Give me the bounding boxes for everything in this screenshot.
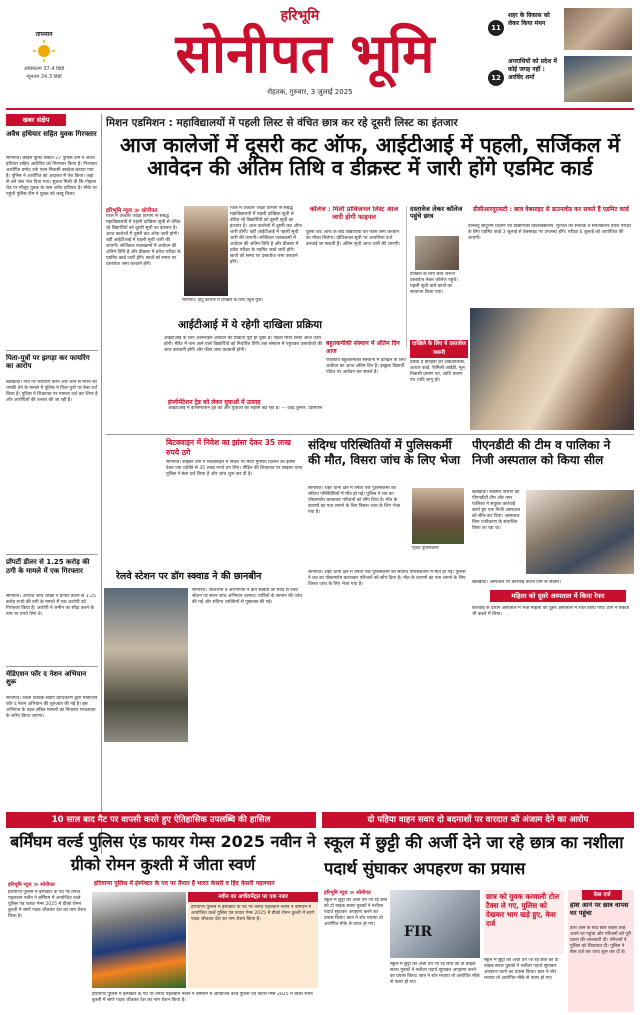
case-box-header: केस दर्ज bbox=[582, 890, 622, 900]
brief-3-body: सोनीपत। अपराध जांच शाखा ने प्रॉपर्टी डीलर से 1.25 करोड़ रुपये की ठगी के मामले में एक आरोपी को गिरफ्तार किया है। आरोपी ने जमीन का सौदा करने के नाम पर रुपये लिए थे। bbox=[6, 594, 96, 617]
iti-subhead: आईटीआई में ये रहेगी दाखिला प्रक्रिया bbox=[178, 319, 322, 331]
police-death-body: सोनीपत। शहर थाना क्षेत्र में तैनात एक पुलिसकर्मी की संदिग्ध परिस्थितियों में मौत हो गई। पुलिस ने शव का पोस्टमार्टम करवाकर परिजनों को सौंप दिया है। मौत के कारणों का पता लगाने के लिए विसरा जांच के लिए भेजा गया है। bbox=[308, 486, 401, 515]
dateline: रोहतक, गुरुवार, 3 जुलाई 2025 bbox=[267, 88, 353, 96]
tips-box[interactable] bbox=[410, 340, 468, 430]
teaser-1-text: शहर के विकास को लेकर किया मंथन bbox=[508, 12, 550, 27]
docs-box-title: दस्तावेज लेकर कॉलेज पहुंचे छात्र bbox=[410, 205, 463, 220]
cyber-body: सोनीपत। साइबर ठगों ने बिटक्वाइन में निवेश पर मोटा मुनाफा दिलाने का झांसा देकर एक व्यक्ति से 35 लाख रुपये ठग लिए। पीड़ित की शिकायत पर साइबर थाना पुलिस ने केस दर्ज किया है और जांच शुरू कर दी है। bbox=[166, 460, 303, 477]
wrestling-body-2: हरियाणा पुलिस में इंस्पेक्टर के पद पर तैनात पहलवान नवीन ने बर्मिंघम में आयोजित वर्ल्ड पुलिस एंड फायर गेम्स 2025 में ग्रीको रोमन कुश्ती में स्वर्ण पदक जीतकर देश का नाम रोशन किया है। bbox=[92, 992, 313, 1003]
railway-body: सोनीपत। जीआरपी व आरपीएफ ने डॉग स्क्वाड की मदद से रेलवे स्टेशन पर सघन जांच अभियान चलाया। यात्रियों के सामान की जांच की गई और संदिग्ध व्यक्तियों से पूछताछ की गई। bbox=[192, 588, 302, 605]
bahu-box-body: राजकीय बहुतकनीकी संस्थानों में दाखिले के लिए आवेदन का आज अंतिम दिन है। इच्छुक विद्यार्थी पोर्टल पर आवेदन कर सकते हैं। bbox=[326, 358, 406, 375]
temp-max: अधिकतम 37.4 डिग्री bbox=[23, 66, 65, 72]
brief-4-body: सोनीपत। जिला विधिक सेवाएं प्राधिकरण द्वारा मेडिएशन फॉर द नेशन अभियान की शुरुआत की गई है। इस अभियान के तहत लंबित मामलों का निपटारा मध्यस्थता के जरिए किया जाएगा। bbox=[6, 696, 98, 719]
police-death-photo-caption: मृतक पुलिसकर्मी bbox=[412, 546, 439, 551]
wrestling-achievements-body: हरियाणा पुलिस में इंस्पेक्टर के पद पर तैनात पहलवान नवीन ने बर्मिंघम में आयोजित वर्ल्ड पुलिस एंड फायर गेम्स 2025 में ग्रीको रोमन कुश्ती में स्वर्ण पदक जीतकर देश का नाम रोशन किया है। bbox=[191, 905, 315, 922]
top-story-headline[interactable]: आज कालेजों में दूसरी कट ऑफ, आईटीआई में पहली, सर्जिकल में आवेदन की अंतिम तिथि व डीक्रस्ट में जारी होंगे एडमिट कार्ड bbox=[119, 134, 621, 180]
brief-divider-2 bbox=[6, 554, 98, 555]
banner-left: 10 साल बाद मैट पर वापसी करते हुए ऐतिहासिक उपलब्धि की हासिल bbox=[6, 812, 316, 828]
police-death-photo bbox=[412, 488, 464, 544]
row2-rule bbox=[106, 434, 634, 435]
case-box-body: होश आने के बाद छात्र किसी तरह अपने घर पहुंचा और परिजनों को पूरी घटना की जानकारी दी। परिजनों ने पुलिस को शिकायत दी। पुलिस ने केस दर्ज कर जांच शुरू कर दी है। bbox=[570, 926, 631, 955]
brief-3-title[interactable]: प्रॉपर्टी डीलर से 1.25 करोड़ की ठगी के मामले में एक गिरफ्तार bbox=[6, 558, 90, 575]
docs-box-photo bbox=[415, 236, 459, 270]
docs-box-body: दाखिले के लिए छात्र जरूरी दस्तावेज लेकर कॉलेज पहुंचे। पहली सूची वाले छात्रों का सत्यापन किया गया। bbox=[410, 272, 458, 295]
brief-divider-3 bbox=[6, 666, 98, 667]
docs-box[interactable] bbox=[406, 206, 464, 348]
brief-header: खबर संक्षेप bbox=[6, 114, 66, 126]
masthead-rule bbox=[6, 108, 634, 110]
brief-divider-1 bbox=[6, 350, 98, 351]
left-column bbox=[6, 114, 98, 862]
kidnap-fir-photo bbox=[390, 890, 480, 958]
teaser-1[interactable] bbox=[488, 8, 634, 52]
wrestling-headline[interactable]: बर्मिंघम वर्ल्ड पुलिस एंड फायर गेम्स 2025 नवीन ने ग्रीको रोमन कुश्ती में जीता स्वर्ण bbox=[10, 832, 316, 874]
wrestling-kicker: हरियाणा पुलिस में इंस्पेक्टर के पद पर तैनात हैं भारत केसरी व हिंद केसरी पहलवान bbox=[94, 880, 275, 887]
railway-headline[interactable]: रेलवे स्टेशन पर डॉग स्क्वाड ने की छानबीन bbox=[116, 571, 262, 582]
wrestling-achievements bbox=[188, 892, 318, 988]
pndt-side-head: महिला को दूसरे अस्पताल में किया रेफर bbox=[490, 590, 626, 602]
weather-label: तापमान bbox=[35, 31, 53, 38]
teaser-1-badge: 11 bbox=[488, 20, 504, 36]
temp-min: न्यूनतम 24.3 डिग्री bbox=[26, 74, 62, 80]
pndt-body: खरखौदा। स्वास्थ्य विभाग की पीएनडीटी टीम और नगर पालिका ने संयुक्त कार्रवाई करते हुए एक निजी अस्पताल को सील कर दिया। अस्पताल बिना पंजीकरण के संचालित किया जा रहा था। bbox=[472, 490, 521, 531]
dcrust-box-body: दीनबंधु छोटूराम विज्ञान एवं प्रौद्योगिकी विश्वविद्यालय, मुरथल की स्नातक व स्नातकोत्तर प्रवेश परीक्षा के लिए एडमिट कार्ड 3 जुलाई से वेबसाइट पर उपलब्ध होंगे। परीक्षा 6 जुलाई को आयोजित की जाएगी। bbox=[468, 224, 631, 241]
teaser-2-badge: 12 bbox=[488, 70, 504, 86]
wrestling-achievements-title: नवीन का अचीवमेंट्स पर एक नजर bbox=[188, 892, 318, 902]
police-death-headline[interactable]: संदिग्ध परिस्थितियों में पुलिसकर्मी की मौत, विसरा जांच के लिए भेजा bbox=[308, 438, 461, 467]
top-story-kicker: मिशन एडमिशन : महाविद्यालयों में पहली लिस्ट से वंचित छात्र कर रहे दूसरी लिस्ट का इंतजार bbox=[106, 117, 458, 129]
bahu-box-title: बहुतकनीकी संस्थान में अंतिम दिन आज bbox=[326, 340, 400, 355]
tips-box-items: दसवीं व बारहवीं की अंकतालिका, आधार कार्ड, फैमिली आईडी, मूल निवासी प्रमाण पत्र, जाति प्रमाण पत्र (यदि लागू हो) bbox=[410, 360, 466, 383]
pndt-photo-caption: खरखौदा। अस्पताल पर कार्रवाई करती टीम के सदस्य। bbox=[472, 580, 561, 585]
brief-2-title[interactable]: पिता-पुत्रों पर झगड़ा कर फायरिंग का आरोप bbox=[6, 354, 90, 370]
tips-box-title: दाखिले के लिए ये दस्तावेज जरूरी bbox=[411, 341, 467, 356]
teaser-1-photo bbox=[564, 8, 632, 50]
college-box-title: कॉलेज : मिली प्रोविजनल लिस्ट आज जारी होगी फाइनल bbox=[309, 206, 399, 221]
fir-label: FIR bbox=[404, 924, 433, 940]
dcrust-box-title: डीसीआरयूएसटी : छात्र वेबसाइट से डाउनलोड कर सकते हैं एडमिट कार्ड bbox=[473, 206, 629, 213]
wrestling-body: हरियाणा पुलिस में इंस्पेक्टर के पद पर तैनात पहलवान नवीन ने बर्मिंघम में आयोजित वर्ल्ड पुलिस एंड फायर गेम्स 2025 में ग्रीको रोमन कुश्ती में स्वर्ण पदक जीतकर देश का नाम रोशन किया है। bbox=[8, 890, 87, 919]
brief-4-title[interactable]: मेडिएशन फॉर द नेशन अभियान शुरू bbox=[6, 670, 87, 686]
brand-small: हरिभूमि bbox=[280, 8, 320, 24]
weather-box bbox=[14, 30, 74, 92]
police-death-body-2: सोनीपत। शहर थाना क्षेत्र में तैनात एक पुलिसकर्मी की संदिग्ध परिस्थितियों में मौत हो गई। पुलिस ने शव का पोस्टमार्टम करवाकर परिजनों को सौंप दिया है। मौत के कारणों का पता लगाने के लिए विसरा जांच के लिए भेजा गया है। bbox=[308, 570, 466, 587]
kidnap-byline: हरिभूमि न्यूज ≫ सोनीपत bbox=[324, 890, 371, 896]
banner-right: दो पहिया वाहन सवार दो बदमाशों पर वारदात को अंजाम देने का आरोप bbox=[322, 812, 634, 828]
railway-photo bbox=[104, 588, 188, 742]
iti-body: आईटीआई के लिए ऑनलाइन आवेदन की प्रक्रिया पूरी हो चुकी है। पहली मेरिट लिस्ट आज जारी होगी। मेरिट में नाम आने वाले विद्यार्थियों को निर्धारित तिथि तक संस्थान में पहुंचकर दस्तावेजों की जांच करवानी होगी और फीस जमा करवानी होगी। bbox=[164, 336, 323, 353]
teaser-2-text: अपराधियों को प्रदेश में कोई जगह नहीं : अरविंद शर्मा bbox=[508, 58, 557, 81]
page-title: सोनीपत भूमि bbox=[175, 21, 435, 85]
top-story-photo-caption: सोनीपत। हिंदू कॉलेज में दाखिले के लिए पहुंचे युवा। bbox=[182, 298, 264, 303]
weather-sun-icon bbox=[33, 40, 55, 62]
brief-2-body: खरखौदा। गांव पर फायरिंग करने और जान से मारने की धमकी देने के मामले में पुलिस ने पिता-पुत्रों पर केस दर्ज किया है। पुलिस ने शिकायत पर मामला दर्ज कर लिया है और आरोपितों की तलाश की जा रही है। bbox=[6, 380, 98, 403]
teaser-2[interactable] bbox=[488, 56, 634, 102]
kidnap-body-2: स्कूल में छुट्टी की अर्जी देने जा रहे छात्र को दो बाइक सवार युवकों ने नशीला पदार्थ सुंघाकर अपहरण करने का प्रयास किया। छात्र ने शोर मचाया तो आरोपित मौके से फरार हो गए। bbox=[390, 962, 480, 985]
kidnap-pull-quote: छात्र को युवक कव्वाली टोल टैक्स ले गए, पुलिस को देखकर भाग खड़े हुए, केस दर्ज bbox=[484, 890, 564, 954]
pndt-photo bbox=[526, 490, 634, 574]
kidnap-body: स्कूल में छुट्टी की अर्जी देने जा रहे छात्र को दो बाइक सवार युवकों ने नशीला पदार्थ सुंघाकर अपहरण करने का प्रयास किया। छात्र ने शोर मचाया तो आरोपित मौके से फरार हो गए। bbox=[324, 898, 388, 927]
brief-1-body: सोनीपत। क्राइम यूनिट सेक्टर-27 पुलिस टीम ने अवैध हथियार सहित आरोपित को गिरफ्तार किया है। गिरफ्तार आरोपित प्रमोद उर्फ पवन निवासी बसदेवा बताया गया है। पुलिस ने आरोपित को अदालत में पेश किया। जहां से उसे जेल भेज दिया गया। सुचना मिली थी कि गोहाना रोड पर मौजूद युवक के पास अवैध हथियार है। मौके पर पहुंची पुलिस टीम ने युवक को काबू किया। bbox=[6, 156, 98, 197]
bahu-box[interactable] bbox=[326, 340, 406, 430]
case-box[interactable] bbox=[568, 890, 634, 1012]
wrestling-photo bbox=[92, 892, 186, 988]
wrestling-byline: हरिभूमि न्यूज ≫ सोनीपत bbox=[8, 882, 55, 888]
admission-photo bbox=[470, 308, 634, 430]
pndt-side-body: कार्रवाई के दौरान अस्पताल में भर्ती महिला को दूसरे अस्पताल में रेफर किया गया। टीम ने रिकॉर्ड भी कब्जे में लिया। bbox=[472, 606, 629, 617]
iti-quote-title: इंप्लीमेंटेशन ट्रेड को लेकर युवाओं में उत्साह bbox=[168, 399, 261, 406]
kidnap-body-3: स्कूल में छुट्टी की अर्जी देने जा रहे छात्र को दो बाइक सवार युवकों ने नशीला पदार्थ सुंघाकर अपहरण करने का प्रयास किया। छात्र ने शोर मचाया तो आरोपित मौके से फरार हो गए। bbox=[484, 958, 559, 981]
top-story-body: जिले में उच्चतर शिक्षा विभाग से संबद्ध महाविद्यालयों में पहली दाखिला सूची से वंचित रहे विद्यार्थियों को दूसरी सूची का इंतजार है। आज कालेजों में दूसरी कट ऑफ जारी होगी। वहीं आईटीआई में पहली सूची जारी की जाएगी। सर्जिकल पाठ्यक्रमों में आवेदन की अंतिम तिथि है और डीक्रस्ट में प्रवेश परीक्षा के एडमिट कार्ड जारी होंगे। छात्रों को समय पर दस्तावेज जमा करवाने होंगे। bbox=[106, 214, 181, 267]
top-story-byline: हरिभूमि न्यूज ≫ सोनीपत bbox=[106, 208, 158, 214]
top-story-photo bbox=[184, 206, 228, 296]
pndt-headline[interactable]: पीएनडीटी की टीम व पालिका ने निजी अस्पताल को किया सील bbox=[472, 438, 611, 467]
teaser-2-photo bbox=[564, 56, 632, 102]
brief-1-title[interactable]: अवैध हथियार सहित युवक गिरफ्तार bbox=[6, 130, 97, 138]
college-box-body: दूसरी कट ऑफ के बाद विद्यार्थियों को फीस जमा करवाने का मौका मिलेगा। प्रोविजनल सूची पर आपत्तियां दर्ज करवाई जा सकती हैं। अंतिम सूची आज जारी की जाएगी। bbox=[306, 230, 401, 247]
case-box-headline: होश आने पर छात्र वापस घर पहुंचा bbox=[570, 902, 629, 917]
left-column-rule bbox=[101, 114, 102, 854]
iti-quote: आईटीआई में इंप्लीमेंटेशन ट्रेड की ओर युवाओं का रुझान बढ़ रहा है। — देवेंद्र कुमार, प्रिंसिपल bbox=[168, 406, 323, 411]
dcrust-box[interactable] bbox=[468, 206, 634, 306]
masthead bbox=[0, 0, 640, 110]
top-story-body-2: जिले में उच्चतर शिक्षा विभाग से संबद्ध महाविद्यालयों में पहली दाखिला सूची से वंचित रहे विद्यार्थियों को दूसरी सूची का इंतजार है। आज कालेजों में दूसरी कट ऑफ जारी होगी। वहीं आईटीआई में पहली सूची जारी की जाएगी। सर्जिकल पाठ्यक्रमों में आवेदन की अंतिम तिथि है और डीक्रस्ट में प्रवेश परीक्षा के एडमिट कार्ड जारी होंगे। छात्रों को समय पर दस्तावेज जमा करवाने होंगे। bbox=[230, 206, 302, 265]
cyber-headline[interactable]: बिटक्वाइन में निवेश का झांसा देकर 35 लाख रुपये ठगे bbox=[166, 438, 291, 457]
kidnap-headline[interactable]: स्कूल में छुट्टी की अर्जी देने जा रहे छात्र का नशीला पदार्थ सुंघाकर अपहरण का प्रयास bbox=[324, 833, 624, 878]
